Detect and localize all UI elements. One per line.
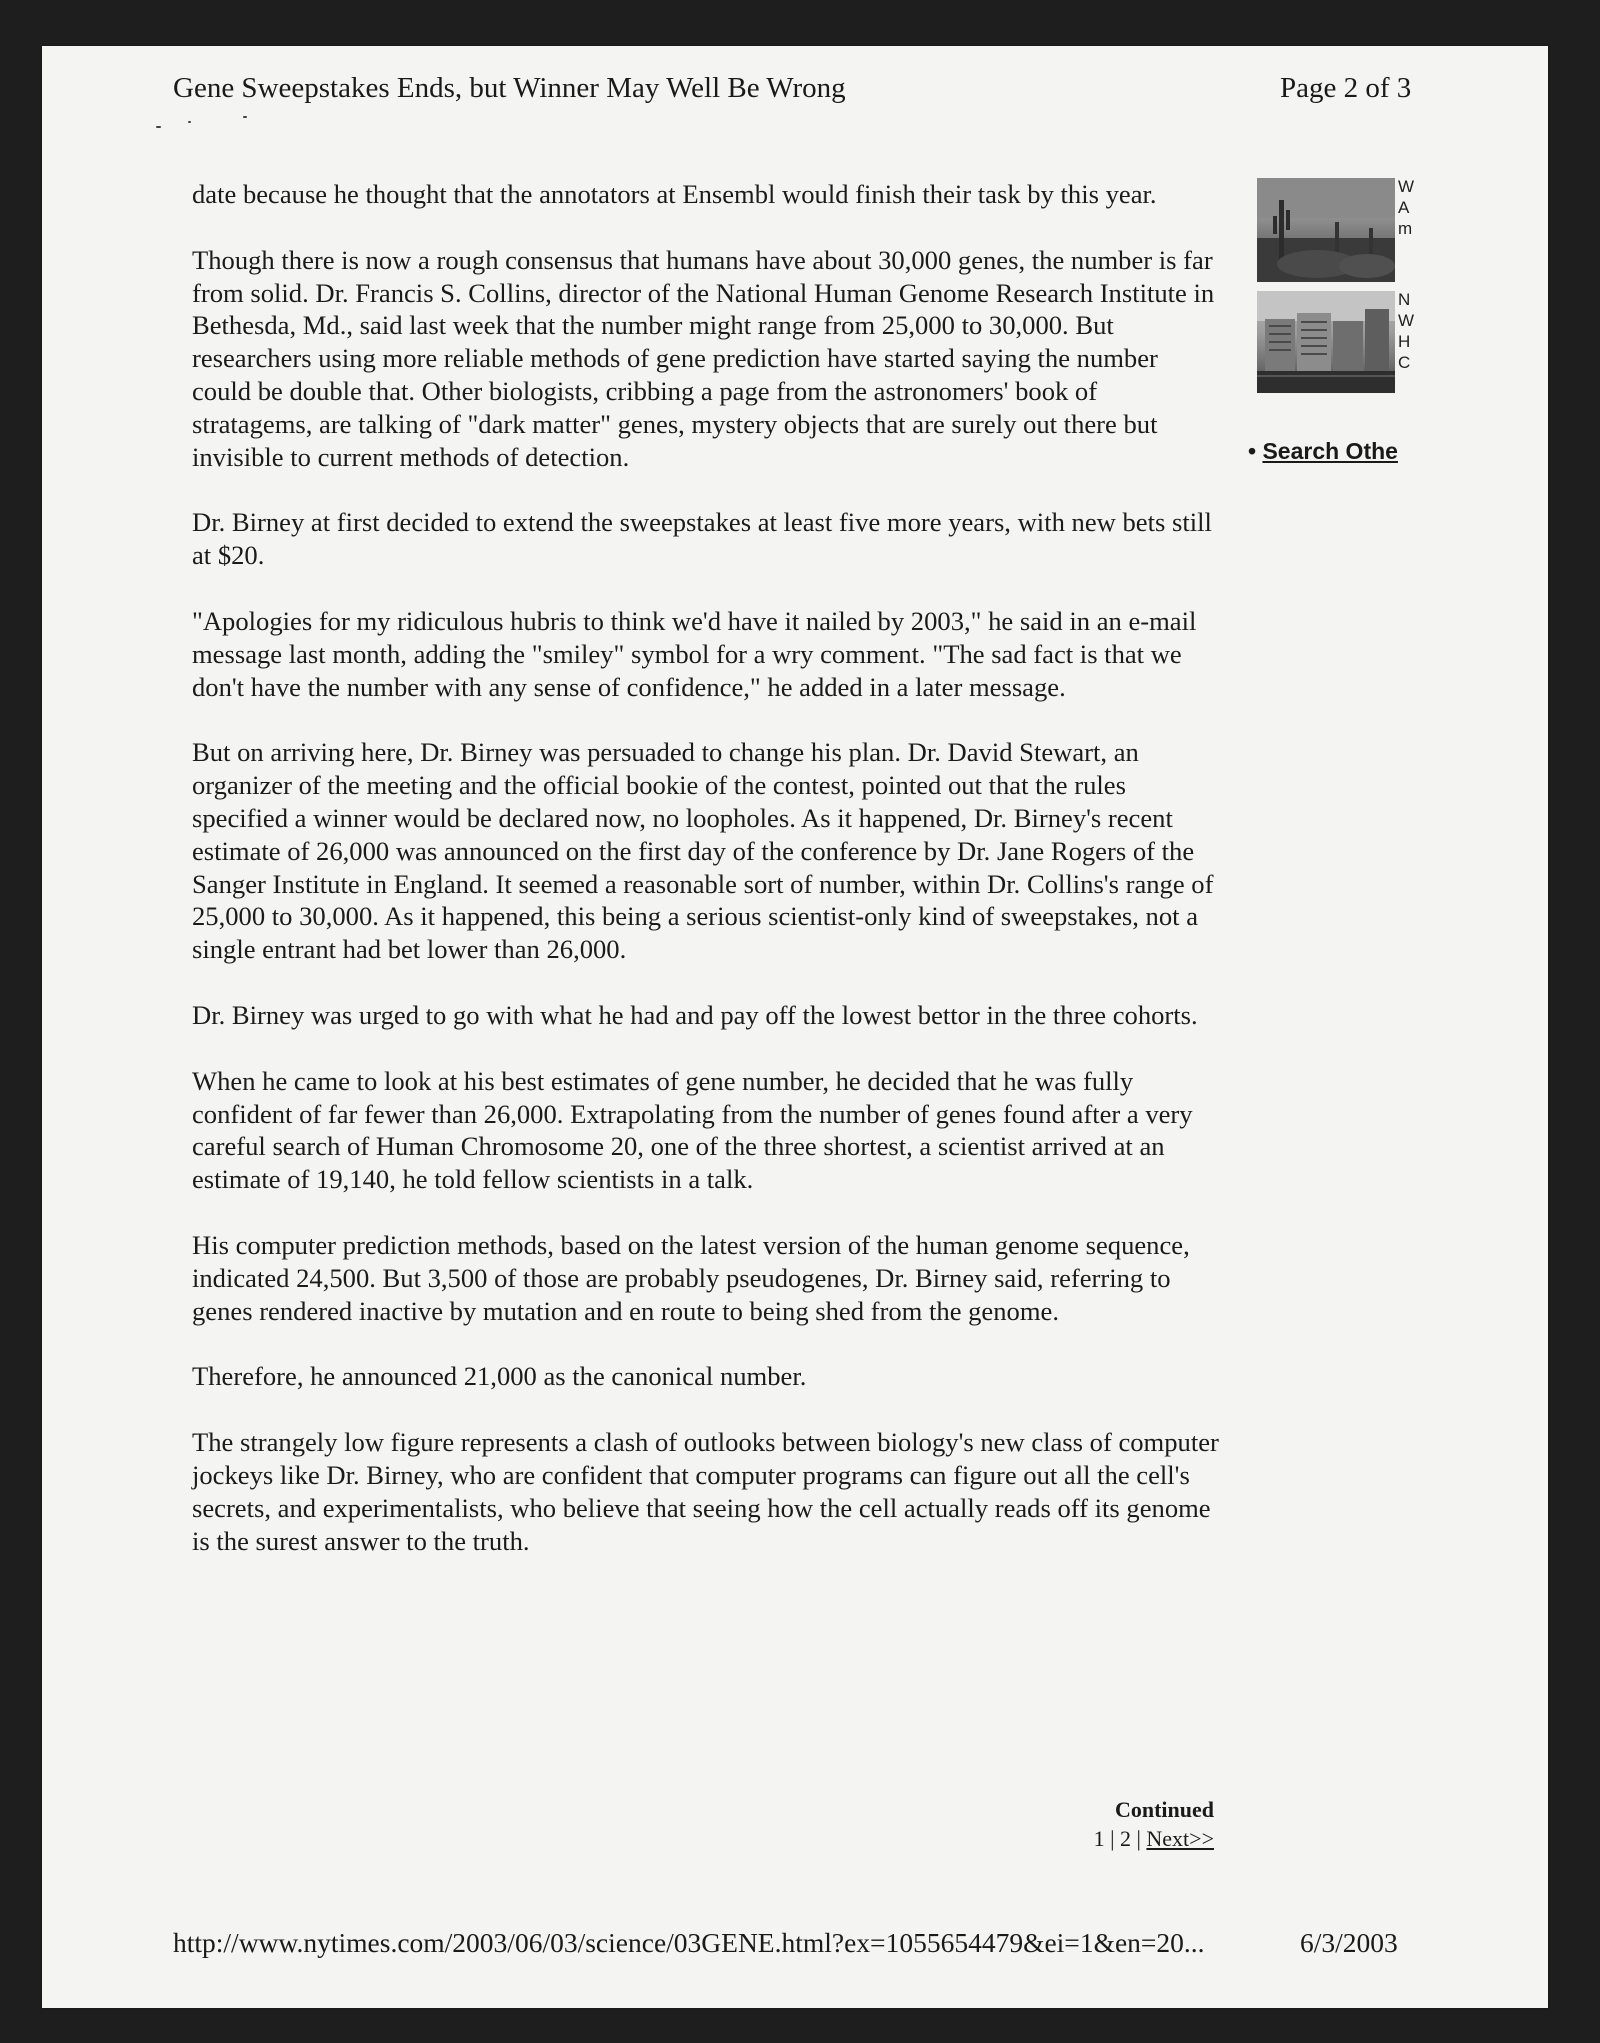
page-number: Page 2 of 3 (1280, 72, 1412, 104)
page-header-title: Gene Sweepstakes Ends, but Winner May Well Be Wrong (173, 72, 846, 104)
article-paragraph: When he came to look at his best estimates of gene number, he decided that he was fully confident of far fewer than 26,000. Extrapolating from the number of genes found after a very careful search of Human Chromosome 20, one of the three shortest, a scientist arrived at an estimate of 19,140, he told fellow scientists in a talk. (192, 1065, 1193, 1195)
city-waterfront-thumbnail[interactable] (1257, 291, 1395, 393)
scan-speck (188, 121, 191, 123)
article-paragraph: "Apologies for my ridiculous hubris to think we'd have it nailed by 2003," he said in an e-mail message last month, adding the "smiley" symbol for a wry comment. "The sad fact is that we don't have the number with any sense of confidence," he added in a later message. (192, 605, 1197, 702)
article-paragraph: His computer prediction methods, based on the latest version of the human genome sequence, indicated 24,500. But 3,500 of those are probably pseudogenes, Dr. Birney said, referring to genes rendered inactive by mutation and en route to being shed from the genome. (192, 1229, 1190, 1326)
footer-url: http://www.nytimes.com/2003/06/03/science/03GENE.html?ex=1055654479&ei=1&en=20... (173, 1927, 1205, 1958)
scan-speck (156, 126, 161, 128)
current-page-2: 2 (1120, 1826, 1131, 1851)
desert-cactus-thumbnail[interactable] (1257, 178, 1395, 282)
article-paragraph: Dr. Birney at first decided to extend the sweepstakes at least five more years, with new bets still at $20. (192, 507, 1212, 571)
article-paragraph: Though there is now a rough consensus that humans have about 30,000 genes, the number is far from solid. Dr. Francis S. Collins, director of the National Human Genome Research Institute in Bethesda, Md., said last week that the number might range from 25,000 to 30,000. But researchers using more reliable methods of gene prediction have started saying the number could be double that. Other biologists, cribbing a page from the astronomers' book of stratagems, are talking of "dark matter" genes, mystery objects that are surely out there but invisible to current methods of detection. (192, 244, 1215, 472)
search-other-link[interactable] (1248, 438, 1414, 465)
article-paragraph: But on arriving here, Dr. Birney was persuaded to change his plan. Dr. David Stewart, an organizer of the meeting and the official bookie of the contest, pointed out that the rules specified a winner would be declared now, no loopholes. As it happened, Dr. Birney's recent estimate of 26,000 was announced on the first day of the conference by Dr. Jane Rogers of the Sanger Institute in England. It seemed a reasonable sort of number, within Dr. Collins's range of 25,000 to 30,000. As it happened, this being a serious scientist-only kind of sweepstakes, not a single entrant had bet lower than 26,000. (192, 737, 1214, 965)
cactus-image-icon (1257, 178, 1395, 282)
article-paragraph: Therefore, he announced 21,000 as the canonical number. (192, 1361, 807, 1392)
sidebar-ad1-text[interactable]: W A m (1398, 177, 1415, 238)
search-other-link-label[interactable]: Search Othe (1262, 438, 1398, 464)
pagination-separator: | (1110, 1826, 1115, 1851)
next-page-link[interactable]: Next>> (1146, 1826, 1214, 1851)
continued-label: Continued (1114, 1797, 1214, 1822)
pagination-separator: | (1136, 1826, 1141, 1851)
pagination (1000, 1826, 1214, 1852)
article-paragraph: The strangely low figure represents a clash of outlooks between biology's new class of computer jockeys like Dr. Birney, who are confident that computer programs can figure out all the cell's secrets, and experimentalists, who believe that seeing how the cell actually reads off its genome is the surest answer to the truth. (192, 1427, 1219, 1556)
article-body (192, 178, 1222, 1590)
sidebar-ad2-text[interactable]: N W H C (1398, 290, 1415, 372)
building-image-icon (1257, 291, 1395, 393)
article-paragraph: date because he thought that the annotators at Ensembl would finish their task by this year. (192, 179, 1157, 209)
footer-date: 6/3/2003 (1300, 1927, 1398, 1958)
scan-speck (243, 116, 247, 118)
page-link-1[interactable]: 1 (1093, 1826, 1105, 1851)
bullet-icon: • (1248, 438, 1257, 464)
article-paragraph: Dr. Birney was urged to go with what he had and pay off the lowest bettor in the three cohorts. (192, 999, 1198, 1030)
